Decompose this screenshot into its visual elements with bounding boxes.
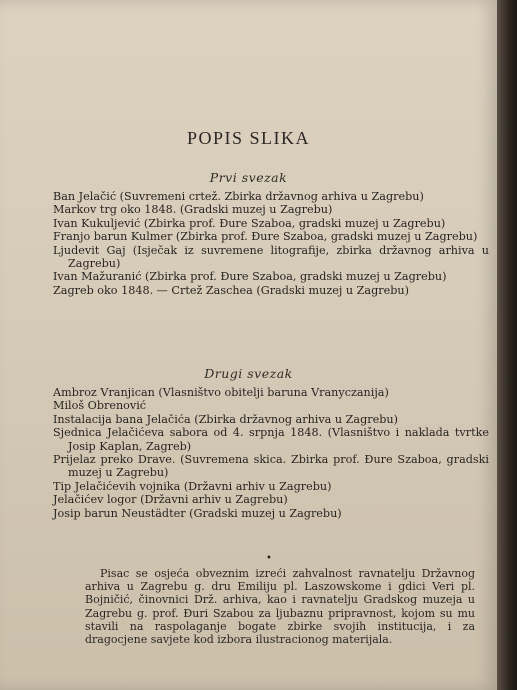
list-item: Ivan Mažuranić (Zbirka prof. Đure Szaboa, gradski muzej u Zagrebu) (53, 270, 447, 284)
section-heading-first-volume: Prvi svezak (209, 170, 288, 185)
list-item: Josip barun Neustädter (Gradski muzej u Zagrebu) (53, 506, 342, 520)
list-item: Ivan Kukuljević (Zbirka prof. Đure Szaboa, gradski muzej u Zagrebu) (53, 216, 446, 230)
section-heading-second-volume: Drugi svezak (204, 366, 293, 381)
page-title: POPIS SLIKA (186, 128, 311, 148)
list-item: Prijelaz preko Drave. (Suvremena skica. Zbirka prof. Đure Szaboa, gradski muzej u Zagrebu) (53, 453, 489, 480)
list-item: Miloš Obrenović (53, 399, 147, 413)
acknowledgement-paragraph: Pisac se osjeća obveznim izreći zahvalnost ravnatelju Državnog arhiva u Zagrebu g. dru Emiliju pl. Laszowskome i gdici Veri pl. Bojničić, činovnici Drž. arhiva, kao i ravnatelju Gradskog muzeja u Zagrebu g. prof. Đuri Szabou za ljubaznu pripravnost, kojom su mu stavili na raspolaganje bogate zbirke svojih institucija, i za dragocjene savjete kod izbora ilustracionog materijala. (85, 567, 475, 647)
list-item: Ljudevit Gaj (Isječak iz suvremene litografije, zbirka državnog arhiva u Zagrebu) (53, 243, 489, 271)
illustration-list-second-volume (53, 386, 489, 520)
list-item: Zagreb oko 1848. — Crtež Zaschea (Gradski muzej u Zagrebu) (53, 283, 409, 297)
section-separator: • (266, 553, 272, 564)
list-item: Ambroz Vranjican (Vlasništvo obitelji baruna Vranyczanija) (53, 386, 389, 399)
list-item: Markov trg oko 1848. (Gradski muzej u Zagrebu) (53, 203, 333, 217)
book-spine-edge (497, 0, 517, 690)
list-item: Ban Jelačić (Suvremeni crtež. Zbirka državnog arhiva u Zagrebu) (53, 190, 424, 203)
list-item: Sjednica Jelačićeva sabora od 4. srpnja 1848. (Vlasništvo i naklada tvrtke Josip Kaplan, Zagreb) (53, 426, 489, 453)
list-item: Tip Jelačićevih vojnika (Državni arhiv u Zagrebu) (53, 479, 332, 493)
illustration-list-first-volume (53, 190, 489, 297)
list-item: Franjo barun Kulmer (Zbirka prof. Đure Szaboa, gradski muzej u Zagrebu) (53, 230, 478, 244)
list-item: Instalacija bana Jelačića (Zbirka državnog arhiva u Zagrebu) (53, 412, 398, 426)
list-item: Jelačićev logor (Državni arhiv u Zagrebu) (53, 493, 288, 507)
